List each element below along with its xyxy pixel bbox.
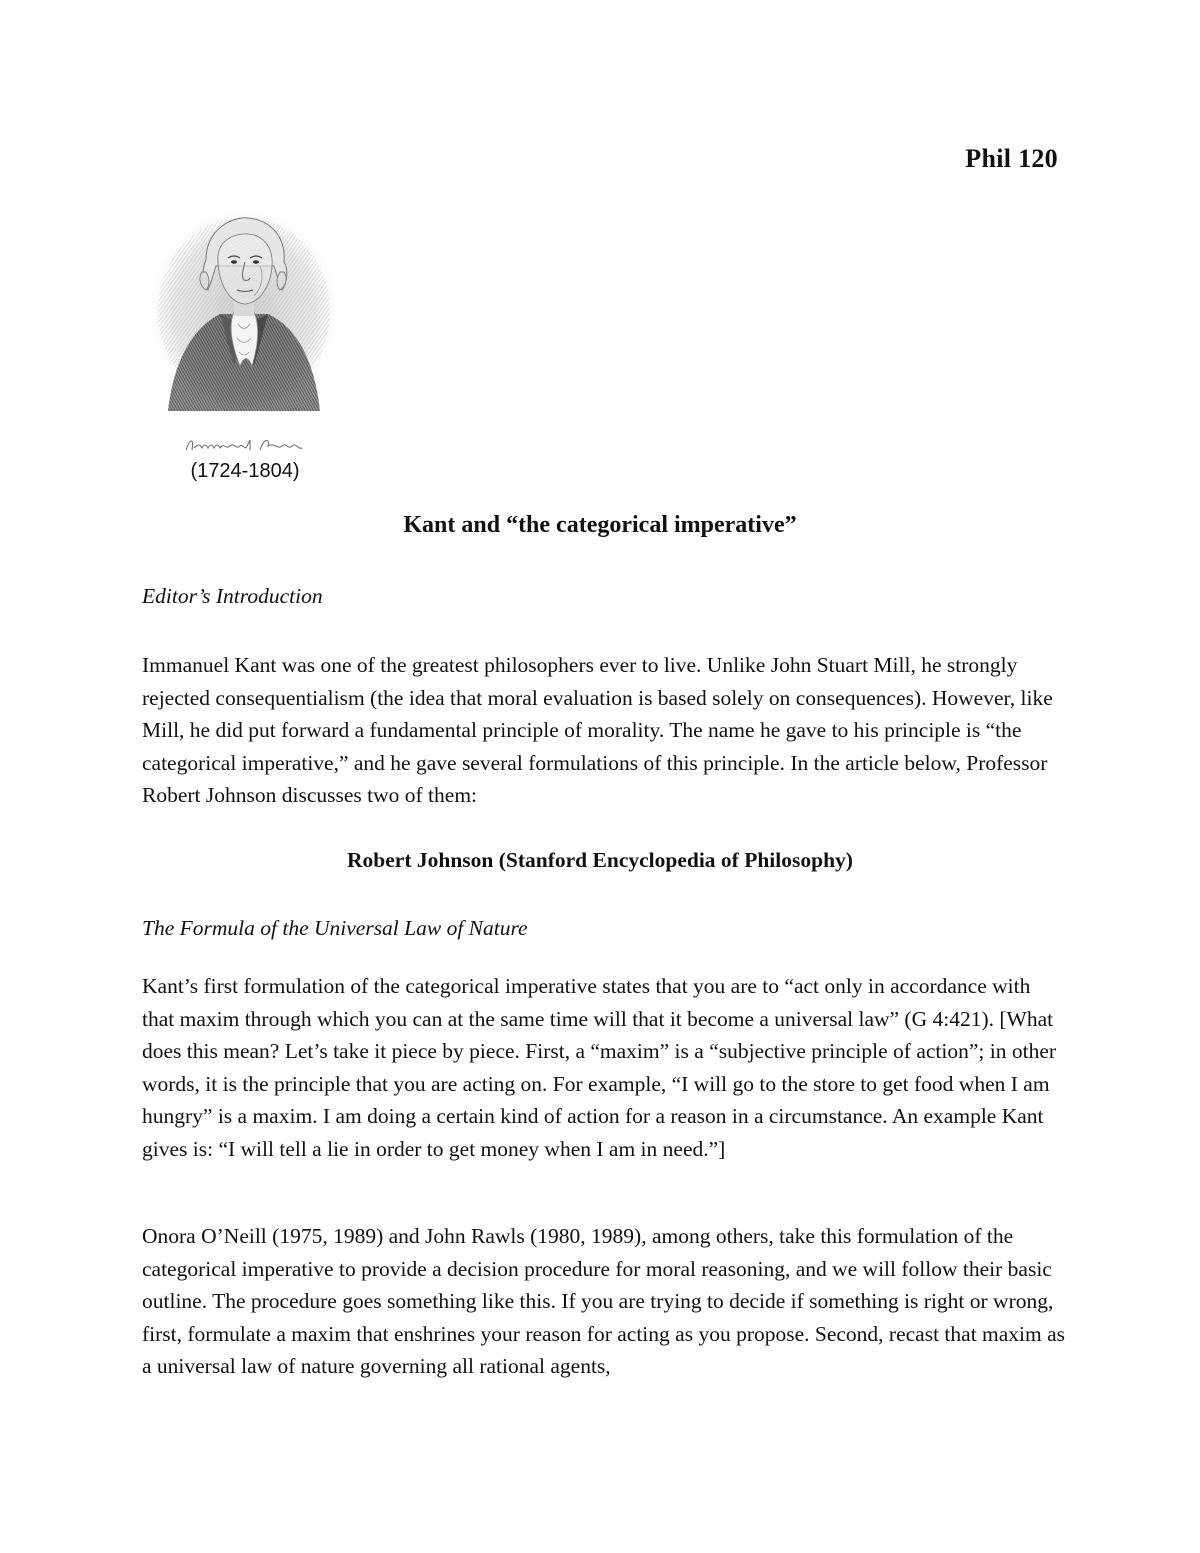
course-label: Phil 120 [965,144,1058,173]
kant-signature [180,434,310,456]
section-paragraph-1: Kant’s first formulation of the categorical imperative states that you are to “act only in accordance with that maxim through which you can at the same time will that it become a universal law” (G 4:421). [What does this mean? Let’s take it piece by piece. First, a “maxim” is a “subjective principle of action”; in other words, it is the principle that you are acting on. For example, “I will go to the store to get food when I am hungry” is a maxim. I am doing a certain kind of action for a reason in a circumstance. An example Kant gives is: “I will tell a lie in order to get money when I am in need.”] [142,974,1057,1161]
source-heading: Robert Johnson (Stanford Encyclopedia of Philosophy) [347,848,853,872]
intro-heading: Editor’s Introduction [142,584,323,608]
kant-portrait-image [148,206,340,416]
section-heading: The Formula of the Universal Law of Nature [142,916,528,940]
document-title: Kant and “the categorical imperative” [403,512,797,538]
lifespan-dates: (1724-1804) [190,460,300,482]
section-paragraph-2: Onora O’Neill (1975, 1989) and John Rawls (1980, 1989), among others, take this formulation of the categorical imperative to provide a decision procedure for moral reasoning, and we will follow their basic outline. The procedure goes something like this. If you are trying to decide if something is right or wrong, first, formulate a maxim that enshrines your reason for acting as you propose. Second, recast that maxim as a universal law of nature governing all rational agents, [142,1224,1066,1379]
intro-paragraph: Immanuel Kant was one of the greatest philosophers ever to live. Unlike John Stuart Mill, he strongly rejected consequentialism (the idea that moral evaluation is based solely on consequences). However, like Mill, he did put forward a fundamental principle of morality. The name he gave to his principle is “the categorical imperative,” and he gave several formulations of this principle. In the article below, Professor Robert Johnson discusses two of them: [142,653,1053,808]
